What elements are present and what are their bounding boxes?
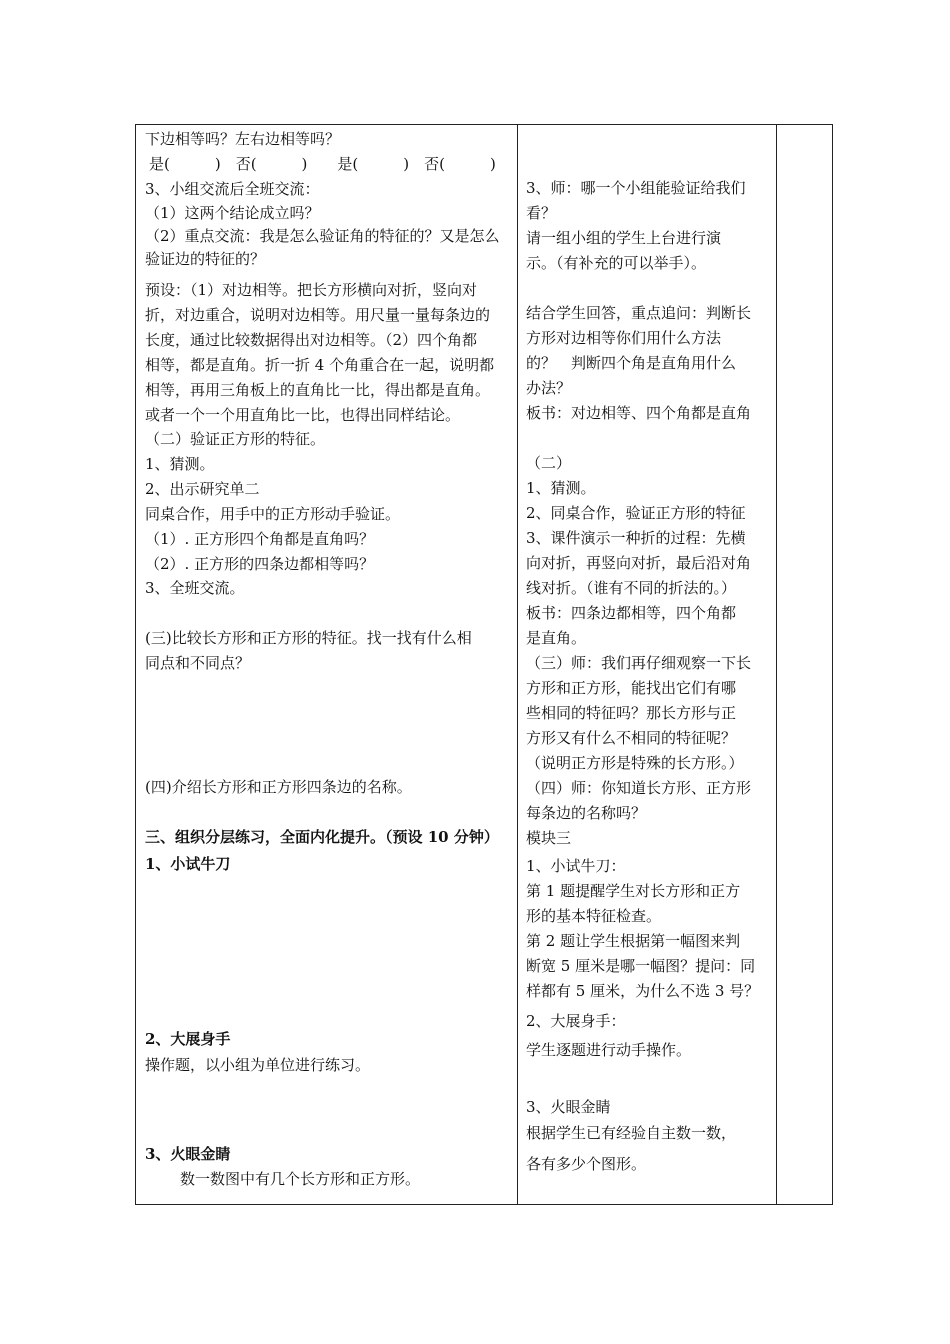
text-line: （说明正方形是特殊的长方形。） — [526, 754, 744, 772]
text-line: 预设：（1）对边相等。把长方形横向对折，竖向对 — [145, 281, 478, 299]
text-line: 验证边的特征的？ — [145, 250, 266, 268]
subsection-heading: 3、火眼金睛 — [145, 1145, 231, 1163]
section-heading: 三、组织分层练习，全面内化提升。（预设 10 分钟） — [145, 828, 499, 846]
text-line: 2、大展身手： — [526, 1012, 626, 1030]
text-line: 是( ) 否( ) 是( ) 否( ) — [149, 155, 496, 173]
text-line: 1、猜测。 — [526, 479, 596, 497]
text-line: （2）. 正方形的四条边都相等吗？ — [145, 555, 375, 573]
text-line: 3、全班交流。 — [145, 579, 245, 597]
text-line: 方形对边相等你们用什么方法 — [526, 329, 722, 347]
text-line: 方形和正方形，能找出它们有哪 — [526, 679, 737, 697]
text-line: 示。（有补充的可以举手）。 — [526, 254, 707, 272]
subsection-heading: 1、小试牛刀 — [145, 855, 231, 873]
text-line: 第 1 题提醒学生对长方形和正方 — [526, 882, 741, 900]
text-line: 学生逐题进行动手操作。 — [526, 1041, 692, 1059]
column-divider — [776, 125, 777, 1204]
text-line: （1）这两个结论成立吗？ — [145, 204, 320, 222]
subsection-heading: 2、大展身手 — [145, 1030, 231, 1048]
text-line: 3、火眼金睛 — [526, 1098, 611, 1116]
text-line: 2、同桌合作，验证正方形的特征 — [526, 504, 746, 522]
text-line: 3、课件演示一种折的过程：先横 — [526, 529, 746, 547]
text-line: 请一组小组的学生上台进行演 — [526, 229, 722, 247]
text-line: （1）. 正方形四个角都是直角吗？ — [145, 530, 375, 548]
text-line: 相等，都是直角。折一折 4 个角重合在一起，说明都 — [145, 356, 495, 374]
text-line: 同点和不同点？ — [145, 654, 251, 672]
text-line: 或者一个一个用直角比一比，也得出同样结论。 — [145, 406, 461, 424]
text-line: 同桌合作，用手中的正方形动手验证。 — [145, 505, 401, 523]
text-line: 操作题，以小组为单位进行练习。 — [145, 1056, 371, 1074]
text-line: 是直角。 — [526, 629, 587, 647]
text-line: 线对折。（谁有不同的折法的。） — [526, 579, 737, 597]
text-line: 折，对边重合，说明对边相等。用尺量一量每条边的 — [145, 306, 491, 324]
text-line: 1、猜测。 — [145, 455, 215, 473]
text-line: 断宽 5 厘米是哪一幅图？提问：同 — [526, 957, 756, 975]
text-line: 2、出示研究单二 — [145, 480, 260, 498]
text-line: 方形又有什么不相同的特征呢？ — [526, 729, 737, 747]
lesson-plan-table — [135, 124, 833, 1205]
text-line: 3、师：哪一个小组能验证给我们 — [526, 179, 746, 197]
text-line: 板书：对边相等、四个角都是直角 — [526, 404, 752, 422]
section-heading: （二）验证正方形的特征。 — [145, 430, 326, 448]
text-line: 数一数图中有几个长方形和正方形。 — [180, 1170, 421, 1188]
text-line: 各有多少个图形。 — [526, 1155, 647, 1173]
text-line: 办法？ — [526, 379, 572, 397]
section-heading: 模块三 — [526, 829, 572, 847]
text-line: 样都有 5 厘米，为什么不选 3 号？ — [526, 982, 760, 1000]
text-line: （三）师：我们再仔细观察一下长 — [526, 654, 752, 672]
section-heading: (三)比较长方形和正方形的特征。找一找有什么相 — [145, 629, 472, 647]
text-line: 根据学生已有经验自主数一数， — [526, 1124, 737, 1142]
text-line: 每条边的名称吗？ — [526, 804, 647, 822]
text-line: 的？ 判断四个角是直角用什么 — [526, 354, 737, 372]
text-line: 向对折，再竖向对折，最后沿对角 — [526, 554, 752, 572]
text-line: 下边相等吗？左右边相等吗？ — [145, 130, 341, 148]
section-heading: （二） — [526, 454, 572, 472]
text-line: 形的基本特征检查。 — [526, 907, 662, 925]
text-line: （四）师：你知道长方形、正方形 — [526, 779, 752, 797]
text-line: 第 2 题让学生根据第一幅图来判 — [526, 932, 741, 950]
text-line: 长度，通过比较数据得出对边相等。（2）四个角都 — [145, 331, 478, 349]
section-heading: (四)介绍长方形和正方形四条边的名称。 — [145, 778, 412, 796]
text-line: 1、小试牛刀： — [526, 857, 626, 875]
text-line: 看？ — [526, 204, 557, 222]
text-line: 结合学生回答，重点追问：判断长 — [526, 304, 752, 322]
text-line: 些相同的特征吗？那长方形与正 — [526, 704, 737, 722]
text-line: （2）重点交流：我是怎么验证角的特征的？又是怎么 — [145, 227, 500, 245]
column-divider — [517, 125, 518, 1204]
text-line: 相等，再用三角板上的直角比一比，得出都是直角。 — [145, 381, 491, 399]
text-line: 板书：四条边都相等，四个角都 — [526, 604, 737, 622]
text-line: 3、小组交流后全班交流： — [145, 180, 320, 198]
